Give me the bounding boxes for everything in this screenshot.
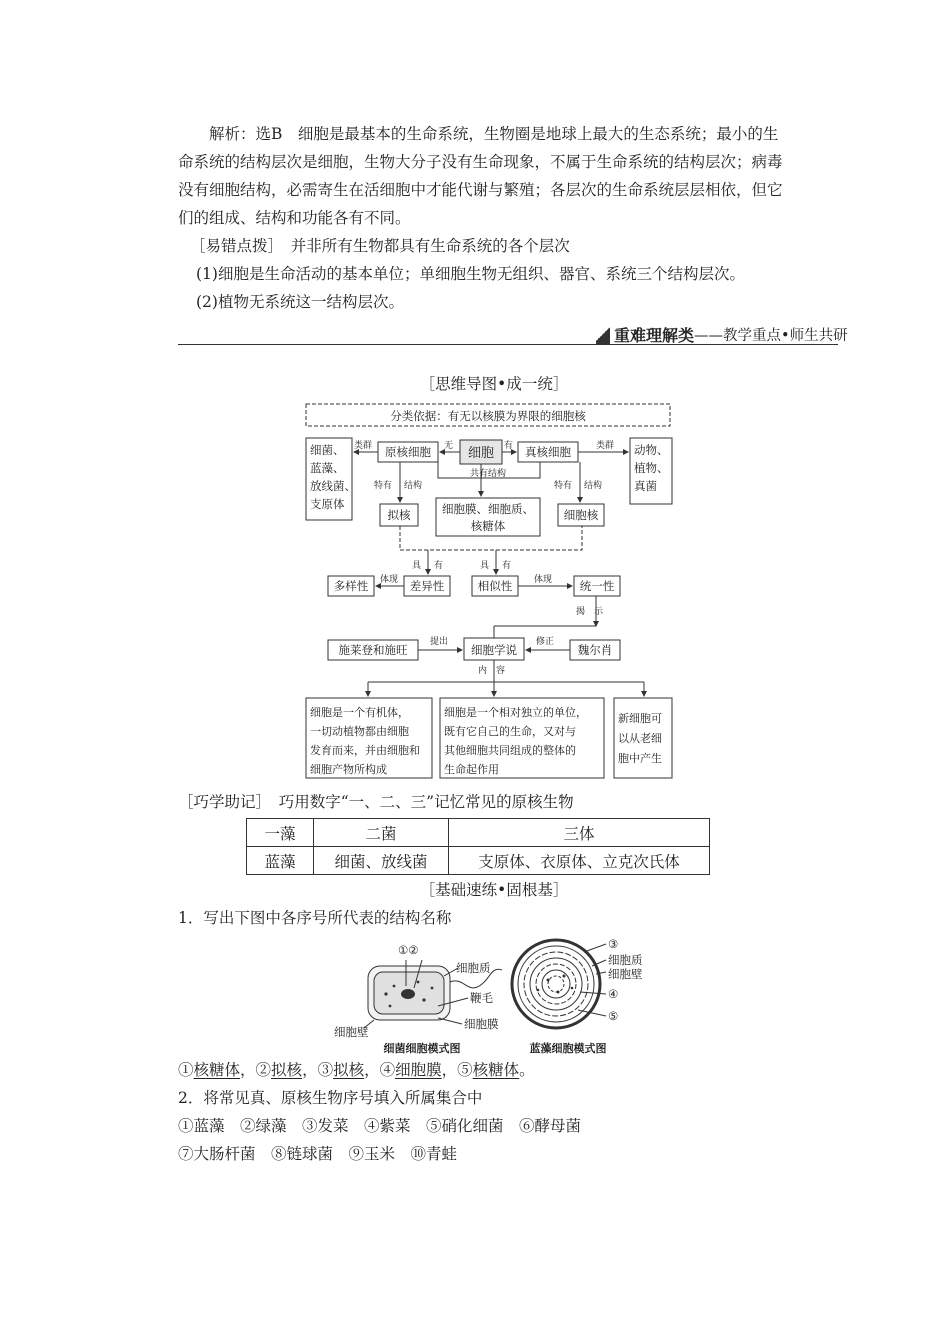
analysis-line-1: 解析：选B 细胞是最基本的生命系统，生物圈是地球上最大的生态系统；最小的生 (209, 125, 779, 143)
question-2: 2．将常见真、原核生物序号填入所属集合中 (178, 1089, 483, 1107)
algae-label-wall: 细胞壁 (608, 967, 643, 981)
practice-heading: ［基础速练•固根基］ (419, 881, 569, 899)
label-struct-1: 结构 (404, 481, 423, 491)
bact-label-membrane: 细胞膜 (464, 1017, 499, 1031)
bact-label-12: ①② (398, 943, 419, 957)
label-class-1: 类群 (354, 441, 373, 451)
label-reflect-2: 体现 (534, 575, 553, 585)
prok-example-1: 细菌、 (310, 443, 345, 457)
algae-caption: 蓝藻细胞模式图 (529, 1042, 607, 1055)
label-you-2: 有 (434, 561, 444, 571)
label-reflect-1: 体现 (380, 575, 399, 585)
table-cell: 细菌、放线菌 (314, 847, 449, 875)
section-subtitle: ——教学重点•师生共研 (694, 327, 848, 344)
question-1-answers (178, 1056, 810, 1084)
bact-label-wall: 细胞壁 (334, 1025, 369, 1039)
shared-line-2: 核糖体 (470, 519, 506, 533)
answer-3: 拟核 (333, 1061, 365, 1079)
label-content: 内 容 (478, 666, 506, 676)
answer-3-num: ，③ (302, 1061, 334, 1079)
label-you-3: 有 (502, 561, 512, 571)
answer-5-num: ，⑤ (441, 1061, 473, 1079)
difference-box: 差异性 (409, 579, 445, 593)
bact-label-flagellum: 鞭毛 (470, 991, 493, 1005)
organism-list-2: ⑦大肠杆菌 ⑧链球菌 ⑨玉米 ⑩青蛙 (178, 1145, 458, 1163)
prok-example-2: 蓝藻、 (310, 461, 345, 475)
content-2-line-4: 生命起作用 (444, 763, 499, 776)
shared-line-1: 细胞膜、细胞质、 (442, 502, 534, 516)
nucleus-box: 细胞核 (563, 508, 599, 522)
analysis-line-3: 没有细胞结构，必需寄生在活细胞中才能代谢与繁殖；各层次的生命系统层层相依，但它 (178, 181, 783, 199)
table-header-cell: 二菌 (314, 819, 449, 847)
content-1-line-1: 细胞是一个有机体， (310, 706, 409, 719)
content-2-line-3: 其他细胞共同组成的整体的 (444, 744, 576, 757)
answer-1-num: ① (178, 1061, 194, 1079)
theory-box: 细胞学说 (471, 643, 517, 657)
similarity-box: 相似性 (477, 579, 513, 593)
answer-4: 细胞膜 (395, 1061, 442, 1079)
band-wing-icon (596, 323, 610, 345)
table-cell: 支原体、衣原体、立克次氏体 (449, 847, 710, 875)
question-1: 1．写出下图中各序号所代表的结构名称 (178, 909, 452, 927)
content-2-line-2: 既有它自己的生命，又对与 (444, 725, 576, 738)
diversity-box: 多样性 (333, 579, 369, 593)
content-2-line-1: 细胞是一个相对独立的单位， (444, 706, 587, 719)
analysis-line-2: 命系统的结构层次是细胞，生物大分子没有生命现象，不属于生命系统的结构层次；病毒 (178, 153, 783, 171)
label-you: 有 (504, 441, 514, 451)
label-ju-2: 具 (480, 561, 490, 571)
basis-text: 分类依据：有无以核膜为界限的细胞核 (390, 409, 586, 423)
mindmap-diagram (300, 398, 680, 786)
eukaryote-box: 真核细胞 (525, 445, 571, 459)
cell-box: 细胞 (467, 446, 495, 461)
content-3-line-3: 胞中产生 (618, 752, 662, 765)
prok-example-3: 放线菌、 (310, 479, 356, 493)
algae-label-5: ⑤ (608, 1009, 619, 1023)
answer-5: 核糖体 (472, 1061, 520, 1079)
table-header-cell: 一藻 (247, 819, 314, 847)
label-ju-1: 具 (412, 561, 422, 571)
table-row (247, 847, 710, 875)
virchow-box: 魏尔肖 (577, 643, 613, 657)
tip-item-1: (1)细胞是生命活动的基本单位；单细胞生物无组织、器官、系统三个结构层次。 (196, 265, 745, 283)
label-wu: 无 (444, 441, 454, 451)
label-unique-1: 特有 (374, 481, 393, 491)
bacteria-diagram (334, 936, 514, 1056)
label-reveal: 揭 示 (576, 607, 604, 617)
prok-example-4: 支原体 (310, 497, 345, 511)
section-tag: 重难理解类 (614, 325, 695, 345)
memory-title: ［巧学助记］ 巧用数字“一、二、三”记忆常见的原核生物 (178, 793, 574, 811)
analysis-line-4: 们的组成、结构和功能各有不同。 (178, 209, 411, 227)
content-1-line-2: 一切动植物都由细胞 (310, 725, 409, 738)
label-propose: 提出 (430, 637, 449, 647)
algae-label-cytoplasm: 细胞质 (608, 953, 643, 967)
bact-label-cytoplasm: 细胞质 (456, 961, 491, 975)
organism-list-1: ①蓝藻 ②绿藻 ③发菜 ④紫菜 ⑤硝化细菌 ⑥酵母菌 (178, 1117, 582, 1135)
content-1-line-4: 细胞产物所构成 (310, 763, 387, 776)
memory-table (246, 818, 710, 875)
label-unique-2: 特有 (554, 481, 573, 491)
answer-2-num: ，② (240, 1061, 272, 1079)
tip-item-2: (2)植物无系统这一结构层次。 (196, 293, 404, 311)
label-common-structure: 共有结构 (469, 469, 507, 479)
label-class-2: 类群 (596, 441, 615, 451)
mindmap-heading: ［思维导图•成一统］ (419, 375, 569, 393)
answer-1: 核糖体 (193, 1061, 241, 1079)
answer-end: 。 (519, 1061, 535, 1079)
euk-example-2: 植物、 (634, 461, 669, 475)
algae-label-3: ③ (608, 937, 619, 951)
content-3-line-1: 新细胞可 (618, 712, 662, 725)
nucleoid-box: 拟核 (387, 508, 411, 522)
label-revise: 修正 (536, 637, 555, 647)
schleiden-box: 施莱登和施旺 (338, 643, 408, 657)
tip-title: ［易错点拨］ 并非所有生物都具有生命系统的各个层次 (190, 237, 570, 255)
content-3-line-2: 以从老细 (618, 732, 662, 745)
unity-box: 统一性 (579, 579, 615, 593)
algae-diagram (508, 930, 668, 1056)
bacteria-caption: 细菌细胞模式图 (383, 1042, 461, 1055)
table-header-cell: 三体 (449, 819, 710, 847)
content-1-line-3: 发育而来，并由细胞和 (310, 744, 420, 757)
algae-label-4: ④ (608, 987, 619, 1001)
prokaryote-box: 原核细胞 (385, 445, 431, 459)
euk-example-1: 动物、 (634, 443, 669, 457)
section-band (596, 322, 848, 346)
answer-2: 拟核 (271, 1061, 303, 1079)
answer-4-num: ，④ (364, 1061, 396, 1079)
euk-example-3: 真菌 (634, 479, 657, 493)
label-struct-2: 结构 (584, 481, 603, 491)
table-cell: 蓝藻 (247, 847, 314, 875)
table-row (247, 819, 710, 847)
